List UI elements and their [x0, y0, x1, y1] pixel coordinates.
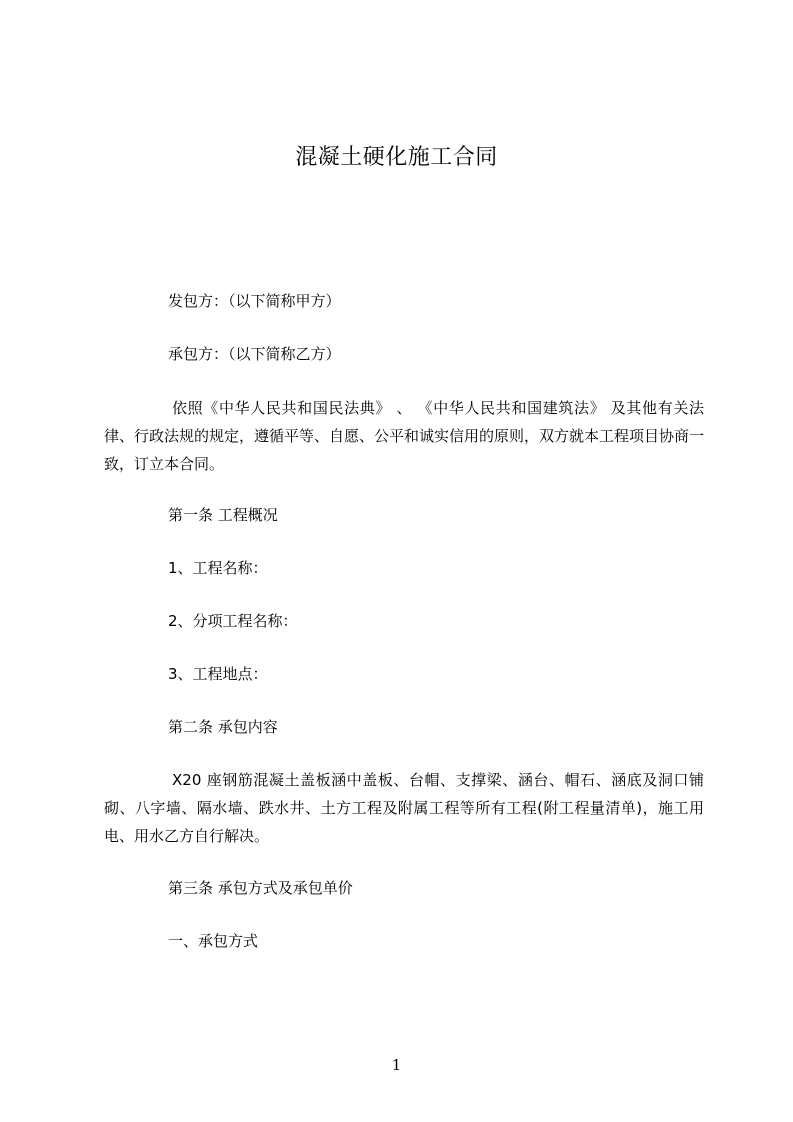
article-1-item-location: 3、工程地点： [168, 665, 268, 683]
article-1-item-project-name: 1、工程名称： [168, 559, 268, 577]
preamble-paragraph: 依照《中华人民共和国民法典》 、 《中华人民共和国建筑法》 及其他有关法律、行政法规的规定，遵循平等、自愿、公平和诚实信用的原则，双方就本工程项目协商一致，订立本合同。 [104, 399, 705, 473]
article-3-subsection-1: 一、承包方式 [168, 932, 259, 950]
document-title: 混凝土硬化施工合同 [295, 145, 498, 170]
party-a-line: 发包方：（以下简称甲方） [168, 292, 341, 310]
article-3-heading: 第三条 承包方式及承包单价 [168, 879, 353, 897]
article-2-heading: 第二条 承包内容 [168, 718, 278, 736]
article-1-heading: 第一条 工程概况 [168, 506, 278, 524]
page-number: 1 [391, 1056, 402, 1074]
article-2-body: X20 座钢筋混凝土盖板涵中盖板、台帽、支撑梁、涵台、帽石、涵底及洞口铺砌、八字墙、隔水墙、跌水井、土方工程及附属工程等所有工程(附工程量清单)，施工用电、用水乙方自行解决。 [104, 771, 704, 845]
article-1-item-subproject-name: 2、分项工程名称： [168, 612, 298, 630]
party-b-line: 承包方：（以下简称乙方） [168, 345, 341, 363]
